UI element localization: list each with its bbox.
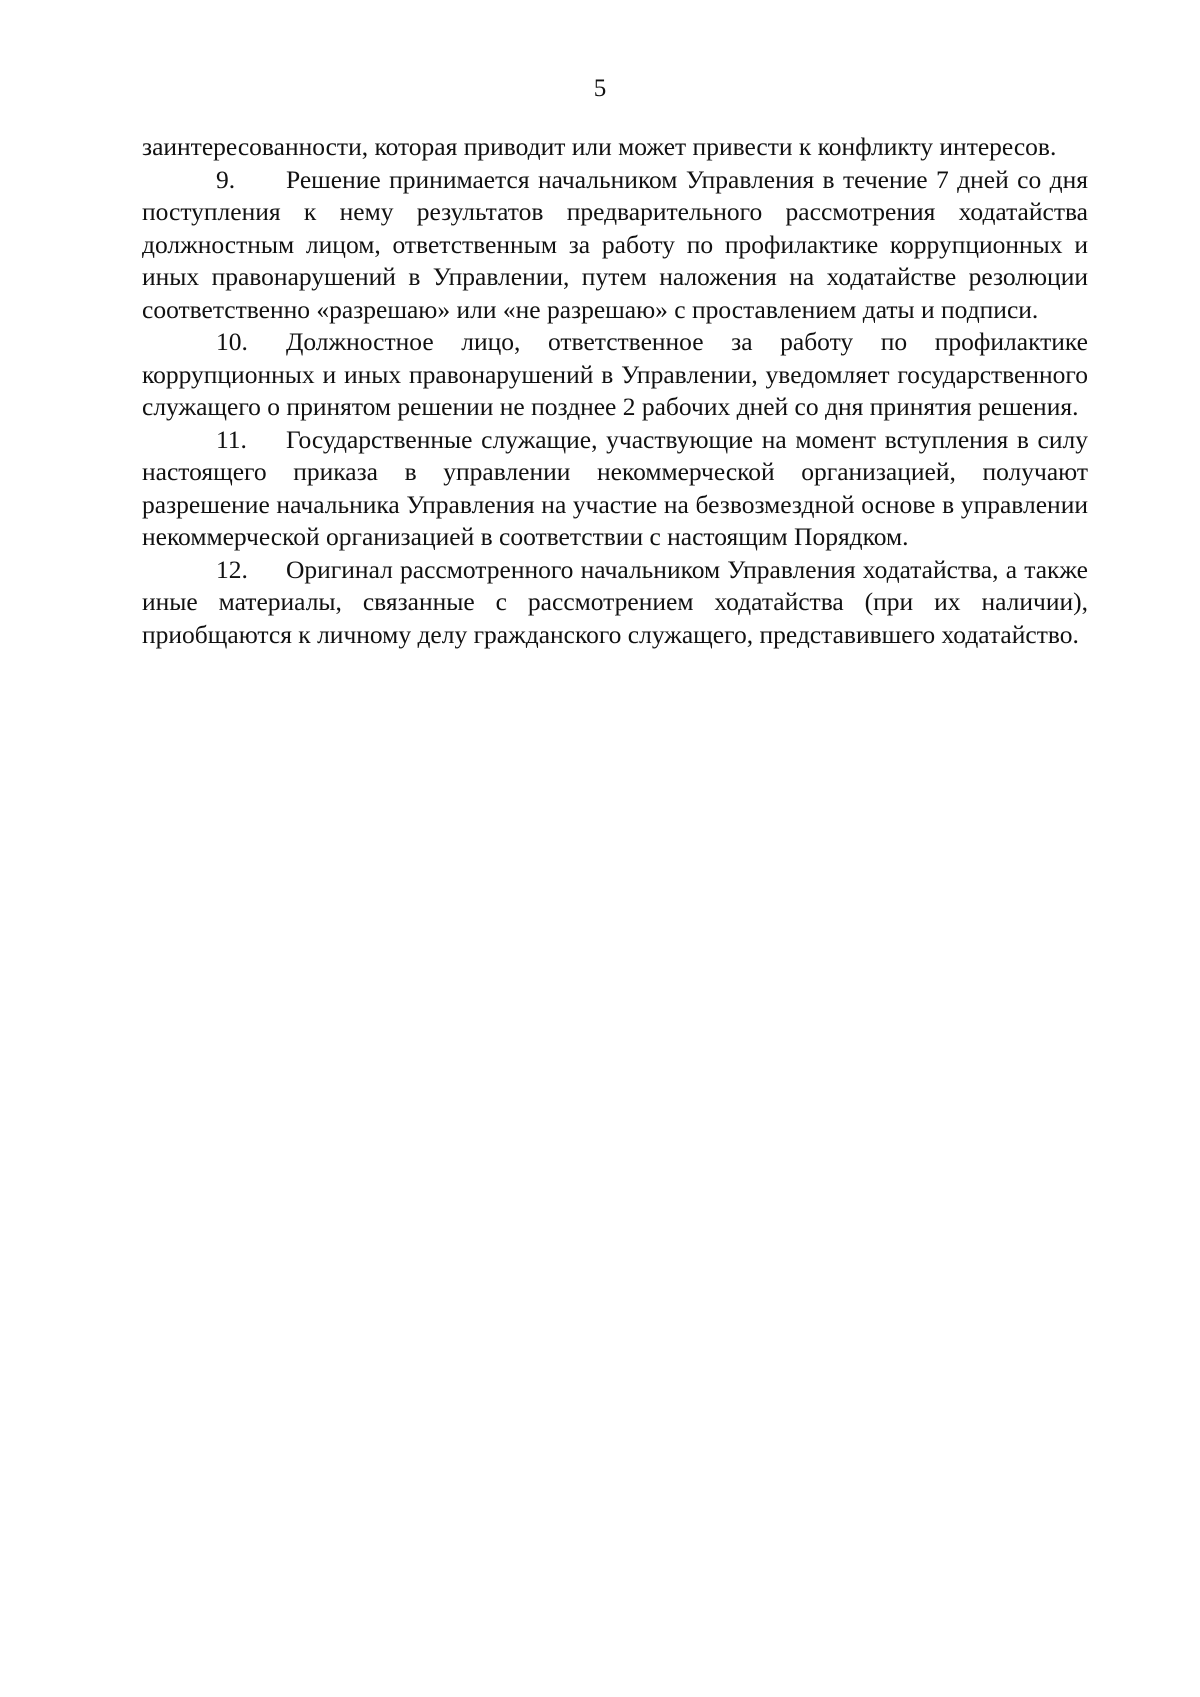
paragraph-number: 12. (216, 554, 248, 584)
document-body (142, 131, 1088, 651)
page-number: 5 (593, 75, 607, 102)
paragraph-text: Должностное лицо, ответственное за работу по профилактике коррупционных и иных правонарушений в Управлении, уведомляет государственного служащего о принятом решении не позднее 2 рабочих дней со дня принятия решения. (142, 327, 1088, 421)
paragraph-text: Решение принимается начальником Управления в течение 7 дней со дня поступления к нему результатов предварительного рассмотрения ходатайства должностным лицом, ответственным за работу по профилактике коррупционных и иных правонарушений в Управлении, путем наложения на ходатайстве резолюции соответственно «разрешаю» или «не разрешаю» с проставлением даты и подписи. (142, 164, 1088, 324)
continuation-paragraph: заинтересованности, которая приводит или может привести к конфликту интересов. (142, 132, 1057, 161)
paragraph-9 (142, 164, 1088, 327)
paragraph-12 (142, 554, 1088, 652)
paragraph-number: 10. (216, 327, 248, 356)
paragraph-number: 11. (216, 424, 247, 454)
paragraph-11 (142, 424, 1088, 554)
paragraph-10 (142, 326, 1088, 424)
paragraph-text: Государственные служащие, участвующие на момент вступления в силу настоящего приказа в управлении некоммерческой организацией, получают разрешение начальника Управления на участие на безвозмездной основе в управлении некоммерческой организацией в соответствии с настоящим Порядком. (142, 424, 1088, 551)
paragraph-number: 9. (216, 164, 236, 194)
paragraph-text: Оригинал рассмотренного начальником Управления ходатайства, а также иные материалы, связанные с рассмотрением ходатайства (при их наличии), приобщаются к личному делу гражданского служащего, представившего ходатайство. (142, 554, 1088, 649)
